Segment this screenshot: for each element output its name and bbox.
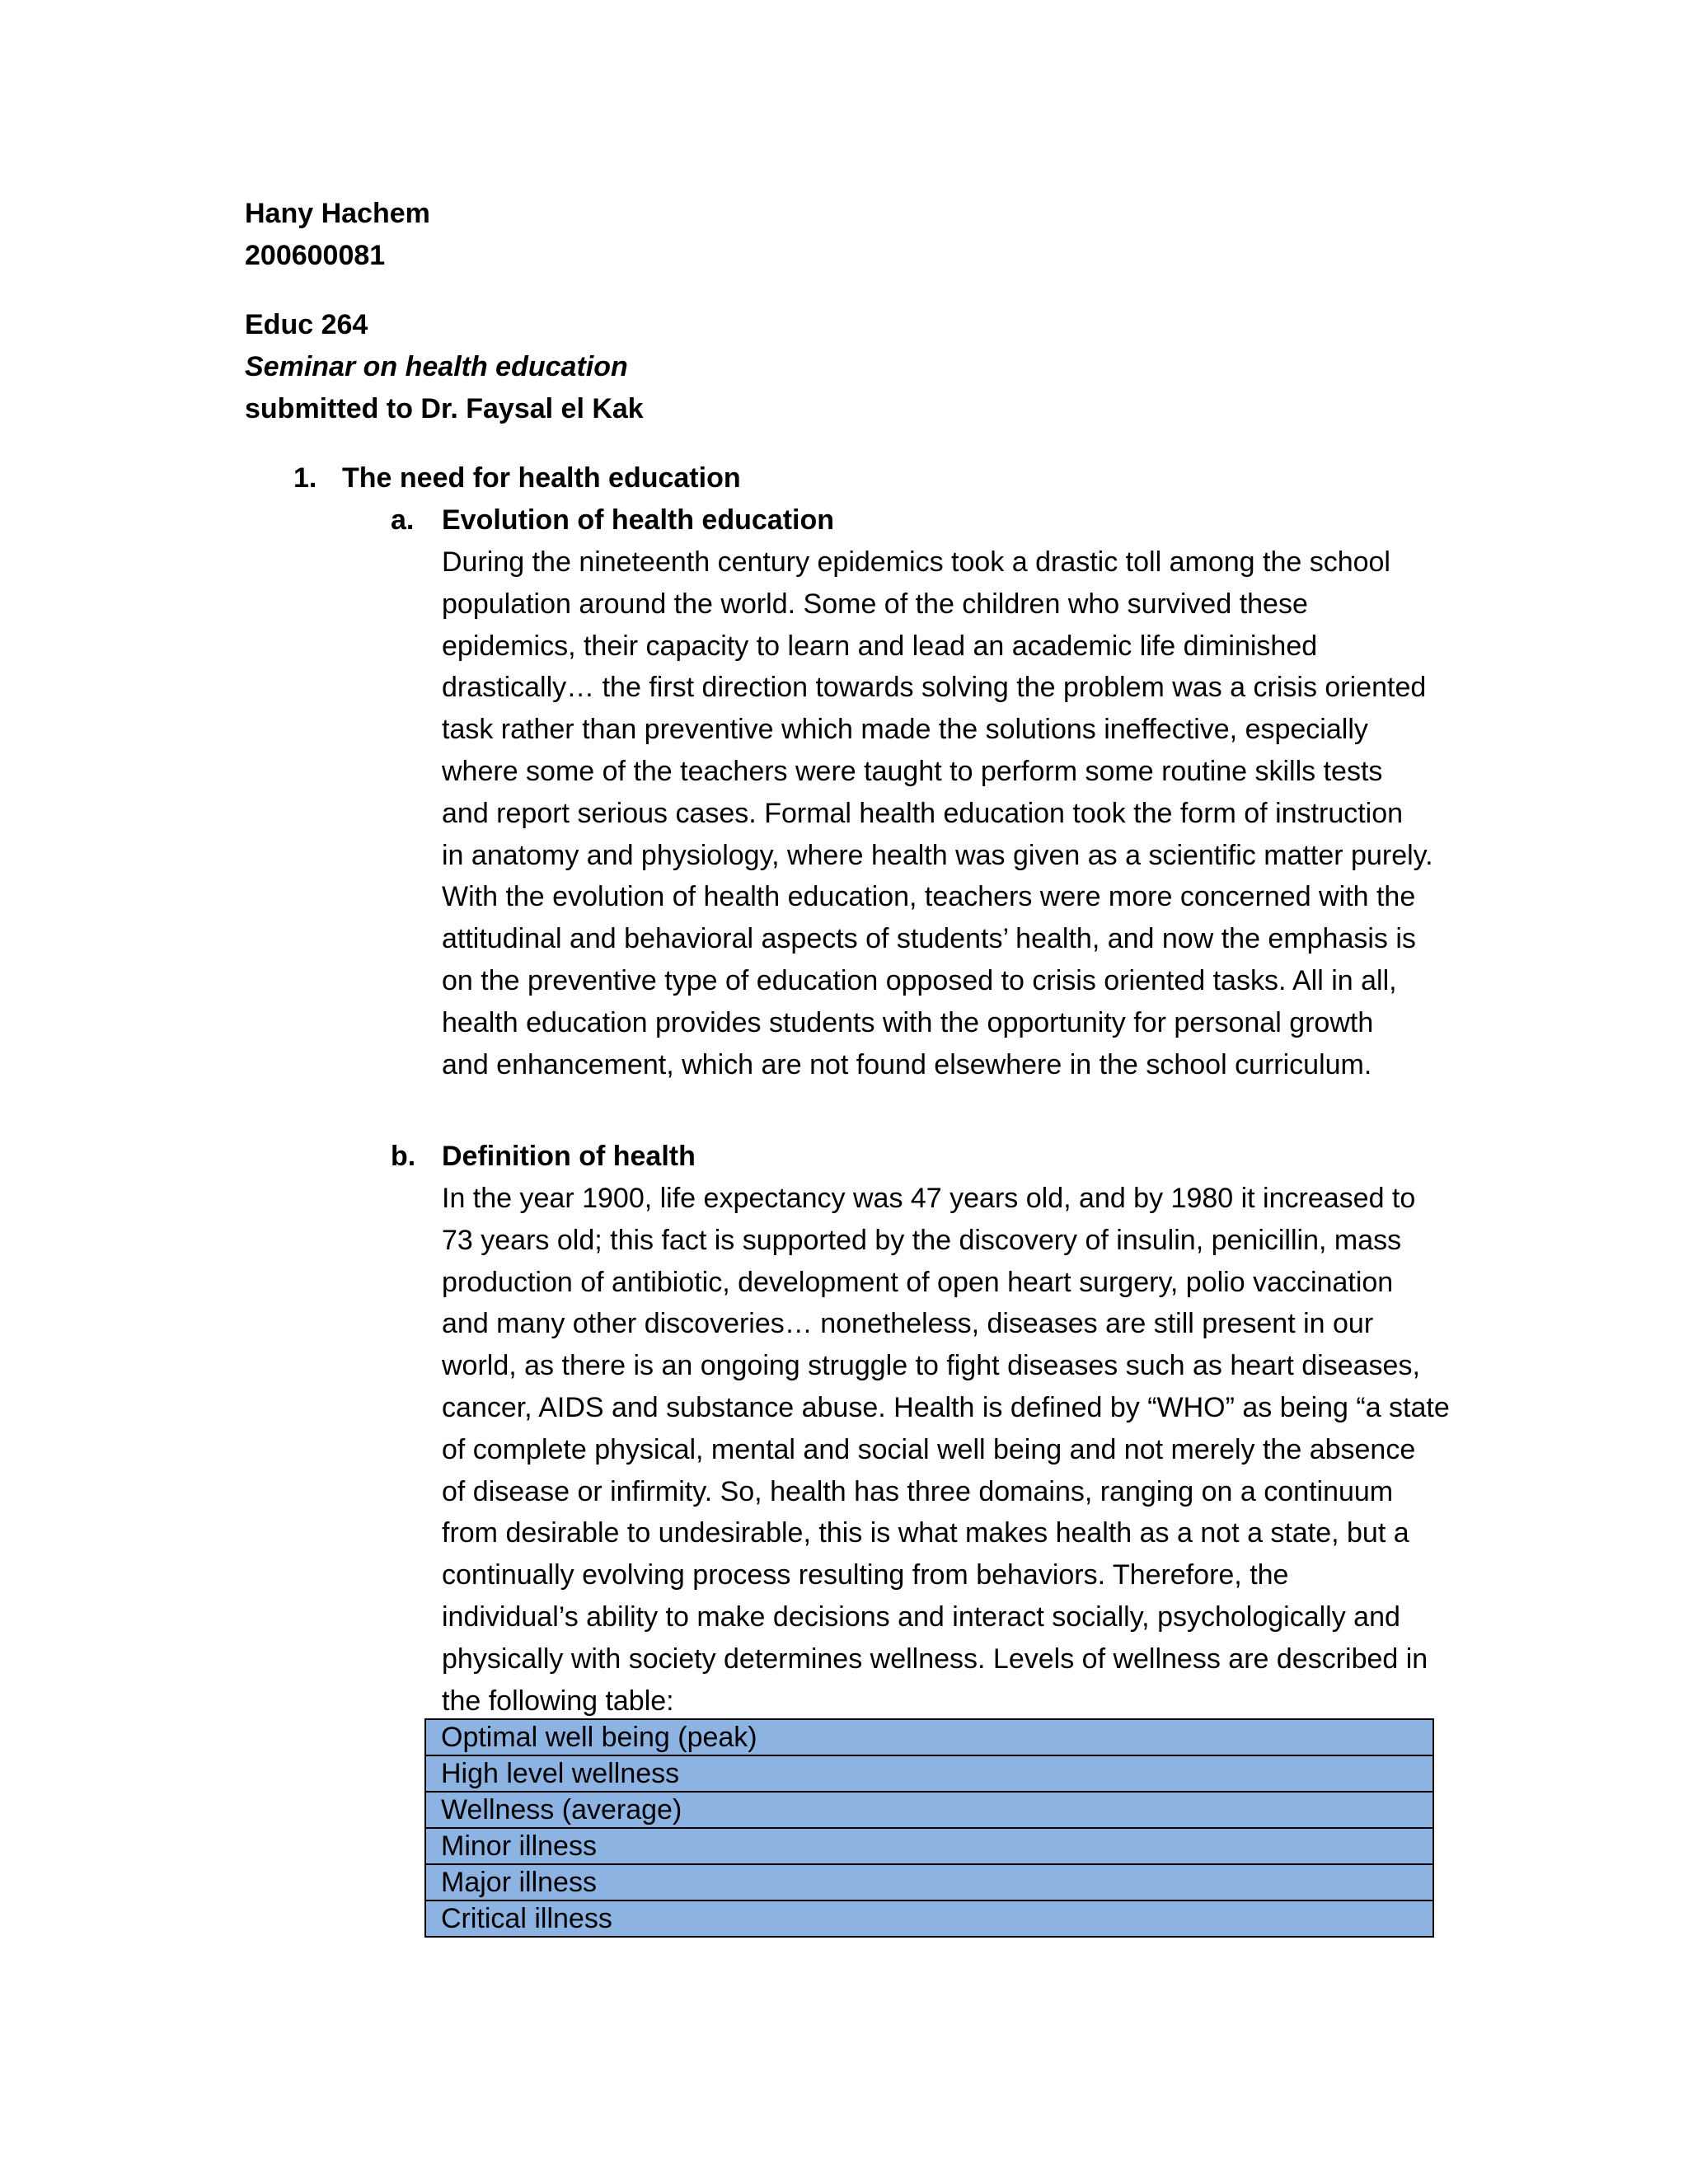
table-cell: Wellness (average) — [425, 1792, 1433, 1828]
paragraph-line: and report serious cases. Formal health education took the form of instruction — [442, 797, 1404, 829]
subsection-a-letter: a. — [391, 504, 415, 536]
paragraph-line: 73 years old; this fact is supported by the discovery of insulin, penicillin, mass — [442, 1224, 1402, 1256]
table-row — [425, 1900, 1433, 1937]
course-title: Seminar on health education — [245, 351, 628, 382]
table-row — [425, 1792, 1433, 1828]
paragraph-line: cancer, AIDS and substance abuse. Health is defined by “WHO” as being “a state — [442, 1391, 1450, 1423]
paragraph-line: continually evolving process resulting from behaviors. Therefore, the — [442, 1559, 1289, 1591]
table-cell: Critical illness — [425, 1900, 1433, 1937]
paragraph-line: of complete physical, mental and social well being and not merely the absence — [442, 1433, 1416, 1465]
table-cell: Optimal well being (peak) — [425, 1719, 1433, 1755]
table-row — [425, 1864, 1433, 1900]
paragraph-line: on the preventive type of education opposed to crisis oriented tasks. All in all, — [442, 964, 1397, 996]
paragraph-line: in anatomy and physiology, where health was given as a scientific matter purely. — [442, 839, 1433, 871]
subsection-a-title: Evolution of health education — [442, 504, 834, 536]
table-row — [425, 1719, 1433, 1755]
paragraph-line: health education provides students with the opportunity for personal growth — [442, 1006, 1374, 1038]
submitted-to: submitted to Dr. Faysal el Kak — [245, 393, 644, 424]
paragraph-line: and enhancement, which are not found elsewhere in the school curriculum. — [442, 1048, 1372, 1080]
paragraph-line: from desirable to undesirable, this is what makes health as a not a state, but a — [442, 1517, 1409, 1549]
student-id: 200600081 — [245, 240, 386, 271]
author-name: Hany Hachem — [245, 198, 430, 229]
subsection-b-paragraph — [442, 1178, 1450, 1722]
section-number: 1. — [293, 462, 317, 494]
paragraph-line: and many other discoveries… nonetheless, diseases are still present in our — [442, 1308, 1374, 1340]
course-code: Educ 264 — [245, 309, 368, 340]
paragraph-line: With the evolution of health education, teachers were more concerned with the — [442, 881, 1416, 913]
subsection-b-title: Definition of health — [442, 1141, 696, 1172]
wellness-levels-table — [424, 1718, 1434, 1938]
paragraph-line: world, as there is an ongoing struggle to fight diseases such as heart diseases, — [442, 1350, 1420, 1382]
paragraph-line: During the nineteenth century epidemics took a drastic toll among the school — [442, 546, 1390, 578]
section-title: The need for health education — [342, 462, 741, 494]
paragraph-line: attitudinal and behavioral aspects of students’ health, and now the emphasis is — [442, 923, 1416, 955]
table-cell: High level wellness — [425, 1755, 1433, 1792]
paragraph-line: physically with society determines wellness. Levels of wellness are described in — [442, 1643, 1428, 1675]
table-cell: Major illness — [425, 1864, 1433, 1900]
paragraph-line: population around the world. Some of the children who survived these — [442, 588, 1308, 620]
table-cell: Minor illness — [425, 1828, 1433, 1864]
table-row — [425, 1755, 1433, 1792]
table-row — [425, 1828, 1433, 1864]
paragraph-line: drastically… the first direction towards solving the problem was a crisis oriented — [442, 672, 1427, 704]
subsection-a-paragraph — [442, 541, 1431, 1085]
subsection-b-letter: b. — [391, 1141, 416, 1172]
paragraph-line: where some of the teachers were taught to perform some routine skills tests — [442, 755, 1383, 787]
paragraph-line: task rather than preventive which made the solutions ineffective, especially — [442, 714, 1368, 746]
paragraph-line: individual’s ability to make decisions and interact socially, psychologically and — [442, 1601, 1400, 1633]
paragraph-line: In the year 1900, life expectancy was 47 years old, and by 1980 it increased to — [442, 1183, 1416, 1214]
paragraph-line: of disease or infirmity. So, health has three domains, ranging on a continuum — [442, 1475, 1394, 1507]
paragraph-line: epidemics, their capacity to learn and lead an academic life diminished — [442, 630, 1318, 662]
paragraph-line: production of antibiotic, development of open heart surgery, polio vaccination — [442, 1266, 1394, 1298]
paragraph-line: the following table: — [442, 1685, 674, 1717]
